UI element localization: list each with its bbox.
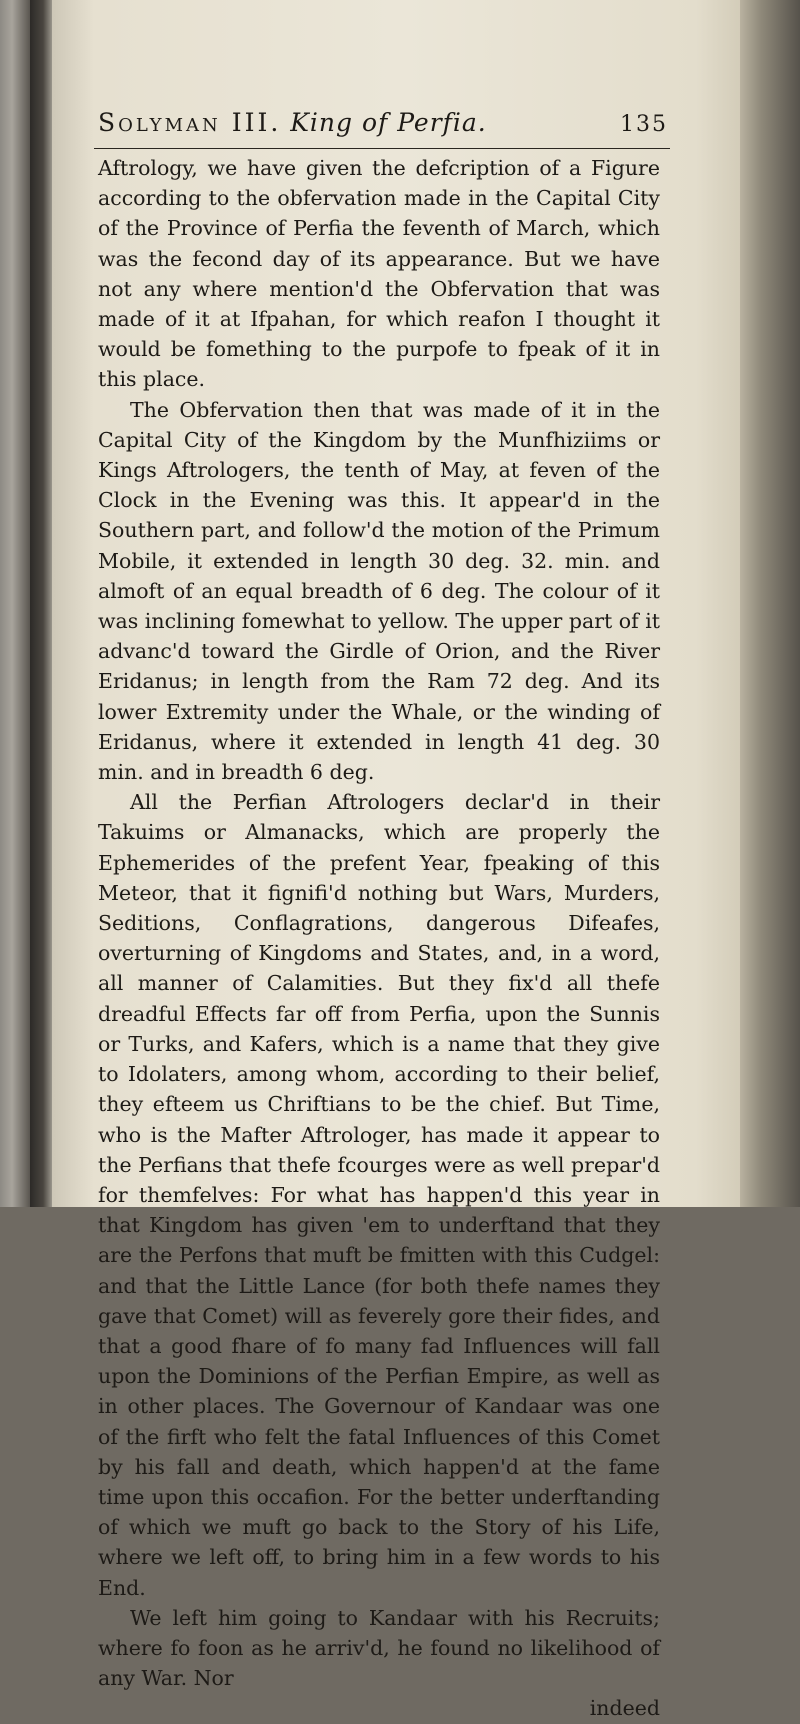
running-title-italic: King of Perfia.	[290, 108, 487, 137]
paragraph-2: The Obfervation then that was made of it in the Capital City of the Kingdom by the Munfhiziims or Kings Aftrologers, the tenth of May, at feven of the Clock in the Evening was this. It appear'd in the Southern part, and follow'd the motion of the Primum Mobile, it extended in length 30 deg. 32. min. and almoft of an equal breadth of 6 deg. The colour of it was inclining fomewhat to yellow. The upper part of it advanc'd toward the Girdle of Orion, and the River Eridanus; in length from the Ram 72 deg. And its lower Extremity under the Whale, or the winding of Eridanus, where it extended in length 41 deg. 30 min. and in breadth 6 deg.	[98, 397, 660, 785]
page-edge-shadow	[740, 0, 800, 1207]
body-text	[98, 153, 660, 1724]
running-title	[98, 108, 487, 137]
page-content	[98, 108, 668, 1724]
paragraph-1: Aftrology, we have given the defcription of a Figure according to the obfervation made in the Capital City of the Province of Perfia the feventh of March, which was the fecond day of its appearance. But we have not any where mention'd the Obfervation that was made of it at Ifpahan, for which reafon I thought it would be fomething to the purpofe to fpeak of it in this place.	[98, 156, 660, 392]
catchword: indeed	[589, 1696, 660, 1721]
running-title-prefix: Solyman III.	[98, 108, 282, 137]
facing-page-edge	[0, 0, 30, 1207]
paragraph-3: All the Perfian Aftrologers declar'd in their Takuims or Almanacks, which are properly the Ephemerides of the prefent Year, fpeaking of this Meteor, that it fignifi'd nothing but Wars, Murders, Seditions, Conflagrations, dangerous Difeafes, overturning of Kingdoms and States, and, in a word, all manner of Calamities. But they fix'd all thefe dreadful Effects far off from Perfia, upon the Sunnis or Turks, and Kafers, which is a name that they give to Idolaters, among whom, according to their belief, they efteem us Chriftians to be the chief. But Time, who is the Mafter Aftrologer, has made it appear to the Perfians that thefe fcourges were as well prepar'd for themfelves: For what has happen'd this year in that Kingdom has given 'em to underftand that they are the Perfons that muft be fmitten with this Cudgel: and that the Little Lance (for both thefe names they gave that Comet) will as feverely gore their fides, and that a good fhare of fo many fad Influences will fall upon the Dominions of the Perfian Empire, as well as in other places. The Governour of Kandaar was one of the firft who felt the fatal Influences of this Comet by his fall and death, which happen'd at the fame time upon this occafion. For the better underftanding of which we muft go back to the Story of his Life, where we left off, to bring him in a few words to his End.	[98, 790, 660, 1600]
header-rule	[94, 148, 670, 149]
running-head	[98, 108, 668, 148]
book-gutter	[30, 0, 52, 1207]
page-number: 135	[620, 112, 668, 137]
paragraph-4: We left him going to Kandaar with his Recruits; where fo foon as he arriv'd, he found no likelihood of any War. Nor	[98, 1605, 660, 1691]
